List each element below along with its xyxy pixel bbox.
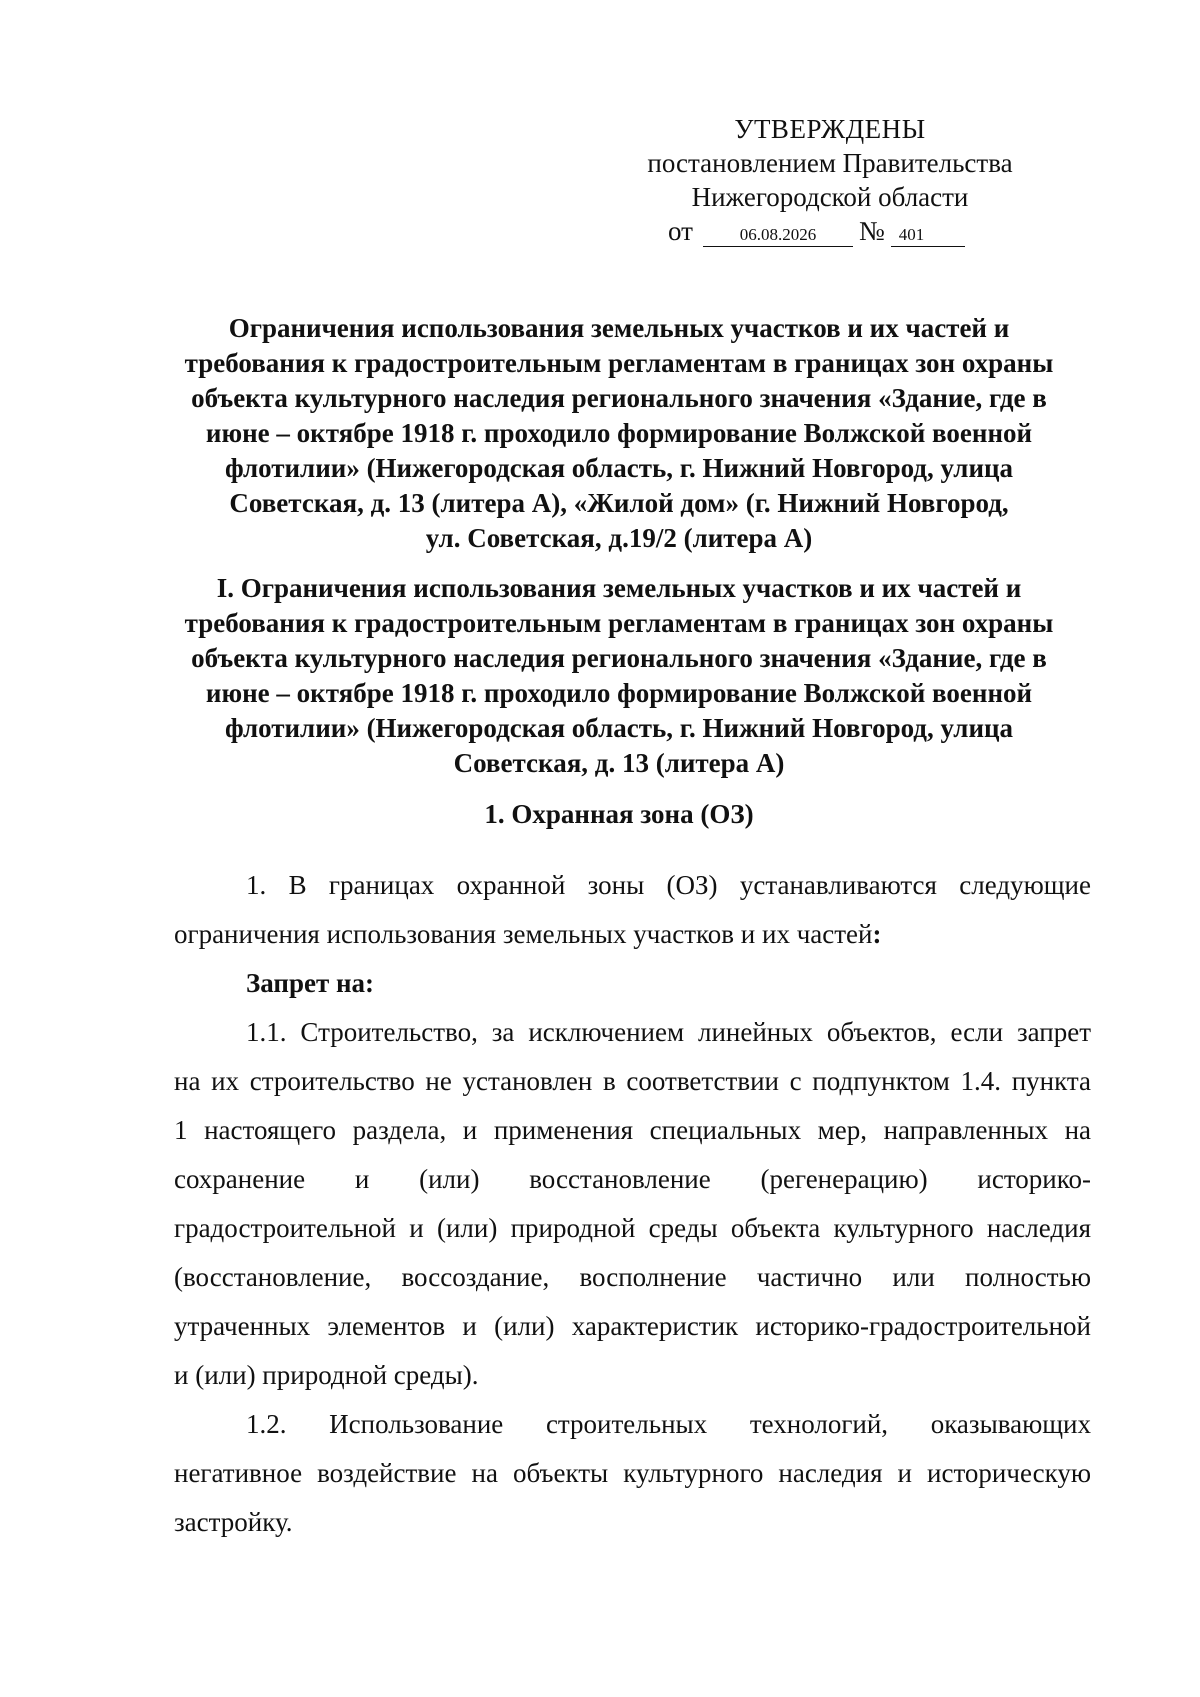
main-title xyxy=(160,311,1078,556)
item-line: 1.1. Строительство, за исключением линейных объектов, если запрет xyxy=(246,1017,1091,1047)
main-title-line: флотилии» (Нижегородская область, г. Нижний Новгород, улица xyxy=(224,453,1014,483)
section-title-line: флотилии» (Нижегородская область, г. Нижний Новгород, улица xyxy=(224,713,1014,743)
ban-label: Запрет на: xyxy=(246,968,375,998)
main-title-line: Советская, д. 13 (литера А), «Жилой дом» (г. Нижний Новгород, xyxy=(229,488,1009,518)
main-title-line: объекта культурного наследия регионального значения «Здание, где в xyxy=(191,383,1047,413)
section-title-line: объекта культурного наследия регионального значения «Здание, где в xyxy=(191,643,1047,673)
section-title-line: I. Ограничения использования земельных участков и их частей и xyxy=(216,573,1022,603)
approval-date-row xyxy=(600,214,1060,248)
section-title-line: требования к градостроительным регламентам в границах зон охраны xyxy=(184,608,1054,638)
paragraph-line xyxy=(174,910,1091,959)
paragraph-colon: : xyxy=(872,919,882,949)
item-line: застройку. xyxy=(174,1507,293,1537)
paragraph-1 xyxy=(174,861,1091,959)
approval-line-2: Нижегородской области xyxy=(691,182,969,212)
section-title-line: Советская, д. 13 (литера А) xyxy=(453,748,785,778)
date-prefix: от xyxy=(668,216,693,246)
item-line: (восстановление, воссоздание, восполнение частично или полностью xyxy=(174,1262,1091,1292)
zone-heading xyxy=(160,797,1078,832)
ban-block xyxy=(174,959,1091,1008)
main-title-line: июне – октябре 1918 г. проходило формирование Волжской военной xyxy=(205,418,1033,448)
item-line: негативное воздействие на объекты культурного наследия и историческую xyxy=(174,1458,1091,1488)
item-1-2 xyxy=(174,1400,1091,1547)
item-1-1 xyxy=(174,1008,1091,1400)
zone-heading-text: 1. Охранная зона (ОЗ) xyxy=(484,799,754,829)
main-title-line: Ограничения использования земельных участков и их частей и xyxy=(228,313,1010,343)
number-sign: № xyxy=(858,216,885,246)
item-line: утраченных элементов и (или) характеристик историко-градостроительной xyxy=(174,1311,1091,1341)
approval-title: УТВЕРЖДЕНЫ xyxy=(734,114,926,144)
item-line: 1 настоящего раздела, и применения специальных мер, направленных на xyxy=(174,1115,1091,1145)
item-line: на их строительство не установлен в соответствии с подпунктом 1.4. пункта xyxy=(174,1066,1091,1096)
main-title-line: ул. Советская, д.19/2 (литера А) xyxy=(425,523,813,553)
item-line: 1.2. Использование строительных технологий, оказывающих xyxy=(246,1409,1091,1439)
approval-date: 06.08.2026 xyxy=(703,224,853,247)
approval-block xyxy=(600,112,1060,248)
main-title-line: требования к градостроительным регламентам в границах зон охраны xyxy=(184,348,1054,378)
item-line: сохранение и (или) восстановление (регенерацию) историко- xyxy=(174,1164,1091,1194)
approval-number: 401 xyxy=(891,224,965,247)
paragraph-line-text: ограничения использования земельных участков и их частей xyxy=(174,919,873,949)
approval-line-1: постановлением Правительства xyxy=(647,148,1013,178)
section-title-line: июне – октябре 1918 г. проходило формирование Волжской военной xyxy=(205,678,1033,708)
item-line: и (или) природной среды). xyxy=(174,1360,479,1390)
item-line: градостроительной и (или) природной среды объекта культурного наследия xyxy=(174,1213,1091,1243)
paragraph-line: 1. В границах охранной зоны (ОЗ) устанавливаются следующие xyxy=(246,870,1091,900)
section-title xyxy=(160,571,1078,781)
